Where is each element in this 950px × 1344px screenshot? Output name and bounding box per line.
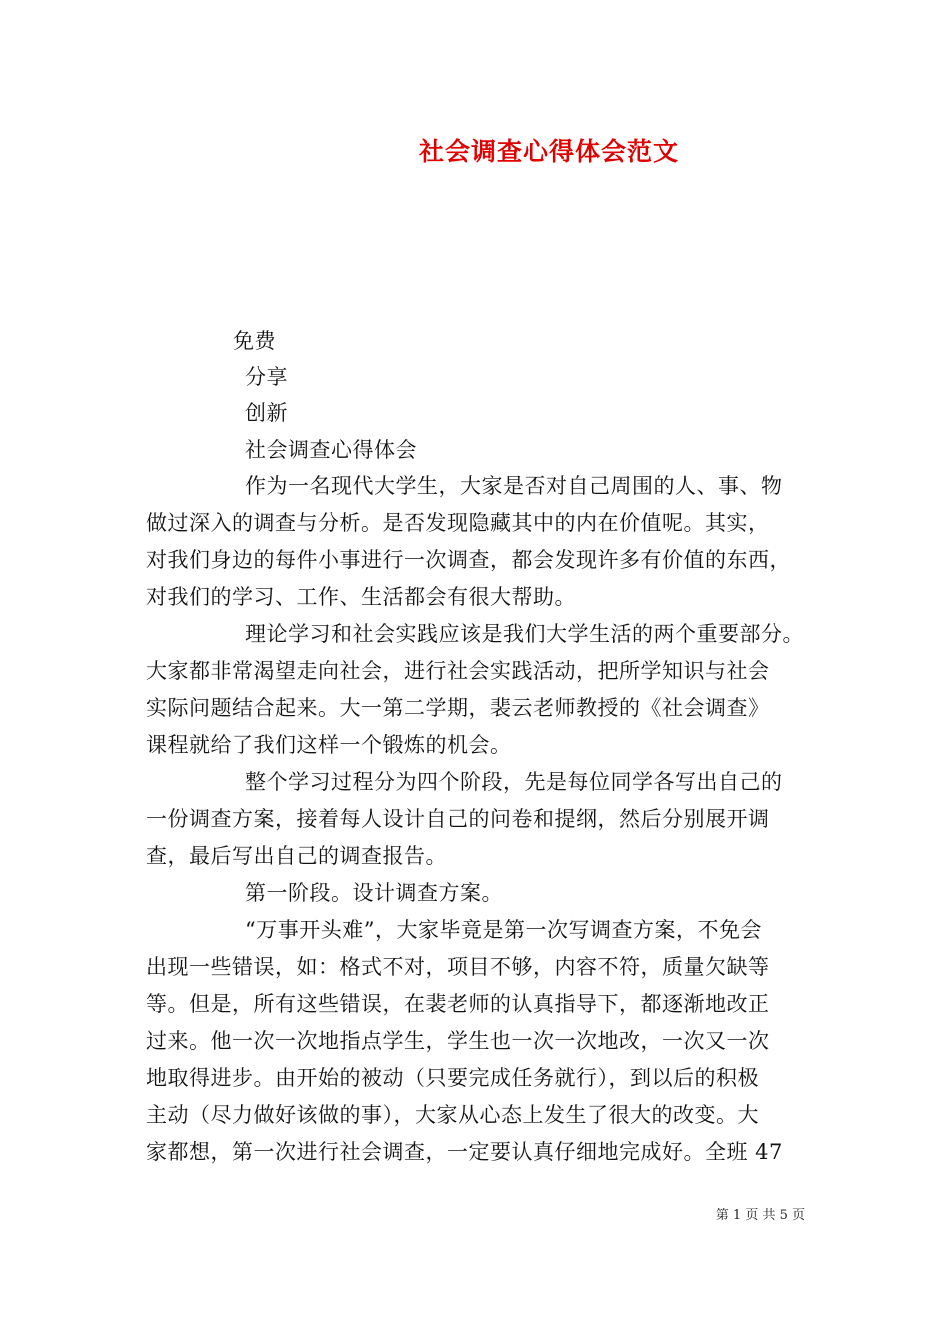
paragraph-line: 做过深入的调查与分析。是否发现隐藏其中的内在价值呢。其实， — [146, 511, 770, 535]
paragraph-line: 主动（尽力做好该做的事），大家从心态上发生了很大的改变。大 — [146, 1103, 759, 1127]
paragraph-line: 查，最后写出自己的调查报告。 — [146, 844, 447, 868]
paragraph-line: 地取得进步。由开始的被动（只要完成任务就行），到以后的积极 — [146, 1066, 759, 1090]
paragraph-line: “万事开头难”，大家毕竟是第一次写调查方案，不免会 — [245, 918, 762, 942]
section-heading: 第一阶段。设计调查方案。 — [245, 881, 503, 905]
paragraph-line: 等。但是，所有这些错误，在裴老师的认真指导下，都逐渐地改正 — [146, 992, 770, 1016]
paragraph-line: 对我们身边的每件小事进行一次调查，都会发现许多有价值的东西， — [146, 548, 791, 572]
paragraph-line: 整个学习过程分为四个阶段，先是每位同学各写出自己的 — [245, 770, 783, 794]
paragraph-line: 家都想，第一次进行社会调查，一定要认真仔细地完成好。全班 47 — [146, 1140, 783, 1164]
meta-line-subtitle: 社会调查心得体会 — [245, 438, 417, 462]
paragraph-line: 对我们的学习、工作、生活都会有很大帮助。 — [146, 585, 576, 609]
paragraph-line: 一份调查方案，接着每人设计自己的问卷和提纲，然后分别展开调 — [146, 807, 770, 831]
document-title: 社会调查心得体会范文 — [418, 137, 679, 166]
paragraph-line: 出现一些错误，如：格式不对，项目不够，内容不符，质量欠缺等 — [146, 955, 770, 979]
paragraph-line: 理论学习和社会实践应该是我们大学生活的两个重要部分。 — [245, 622, 804, 646]
page-indicator: 第 1 页 共 5 页 — [715, 1208, 805, 1223]
meta-line-free: 免费 — [233, 329, 276, 353]
paragraph-line: 作为一名现代大学生，大家是否对自己周围的人、事、物 — [245, 474, 783, 498]
meta-line-share: 分享 — [245, 365, 288, 389]
paragraph-line: 过来。他一次一次地指点学生，学生也一次一次地改，一次又一次 — [146, 1029, 770, 1053]
meta-line-innovate: 创新 — [245, 401, 288, 425]
paragraph-line: 实际问题结合起来。大一第二学期，裴云老师教授的《社会调查》 — [146, 696, 770, 720]
paragraph-line: 课程就给了我们这样一个锻炼的机会。 — [146, 733, 512, 757]
paragraph-line: 大家都非常渴望走向社会，进行社会实践活动，把所学知识与社会 — [146, 659, 770, 683]
